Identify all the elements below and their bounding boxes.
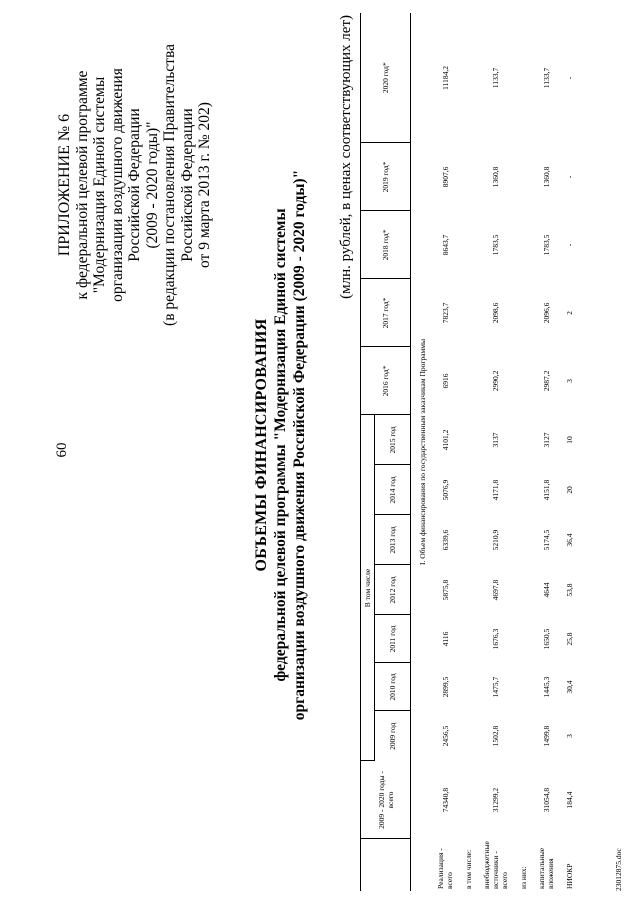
cell-value: 36,4 <box>564 533 574 547</box>
cell-value: 3 <box>564 734 574 738</box>
cell-value: 4116 <box>440 631 450 647</box>
cell-total: 74340,8 <box>440 787 450 813</box>
cell-value <box>512 711 534 761</box>
header-group: В том числе <box>361 415 375 761</box>
cell-value: 6339,6 <box>440 529 450 551</box>
cell-value: 8643,7 <box>440 234 450 256</box>
header-year: 2011 год <box>375 615 411 663</box>
cell-value: 1133,7 <box>491 67 500 89</box>
cell-value: 1650,5 <box>541 628 551 650</box>
heading-subtitle-line2: организации воздушного движения Российской Федерации (2009 - 2020 годы)" <box>291 169 308 721</box>
cell-value: 2 <box>564 311 574 315</box>
cell-value: - <box>564 243 574 247</box>
cell-value: 1360,8 <box>491 166 500 188</box>
cell-value <box>457 615 479 663</box>
financing-table <box>360 13 580 891</box>
cell-value <box>512 515 534 565</box>
header-year: 2013 год <box>375 515 411 565</box>
cell-value: 7823,7 <box>440 302 450 324</box>
header-year: 2017 год* <box>361 279 411 347</box>
cell-value <box>457 211 479 279</box>
cell-value: 1783,5 <box>491 234 500 256</box>
header-blank <box>361 839 411 891</box>
cell-value <box>512 465 534 515</box>
appendix-title: ПРИЛОЖЕНИЕ № 6 <box>56 113 73 257</box>
section-title: I. Объем финансирования по государственным заказчикам Программы <box>417 338 427 566</box>
cell-value: 4101,2 <box>440 429 450 451</box>
document-heading <box>252 115 309 775</box>
cell-value: 3137 <box>491 432 500 448</box>
appendix-line: от 9 марта 2013 г. № 202) <box>196 102 213 268</box>
cell-value: 10 <box>564 436 574 444</box>
header-year: 2015 год <box>375 415 411 465</box>
cell-value: 30,4 <box>564 680 574 694</box>
table-row <box>512 13 534 891</box>
appendix-line: Российской Федерации <box>178 108 196 262</box>
cell-value <box>512 663 534 711</box>
cell-value: 5875,8 <box>440 579 450 601</box>
cell-total <box>457 761 479 839</box>
cell-value: 1360,8 <box>541 166 551 188</box>
cell-value <box>457 279 479 347</box>
row-label: из них: <box>518 866 528 889</box>
header-year: 2020 год* <box>361 13 411 143</box>
header-year: 2014 год <box>375 465 411 515</box>
cell-value: 1676,3 <box>491 628 500 650</box>
header-year: 2019 год* <box>361 143 411 211</box>
cell-value: 20 <box>564 486 574 494</box>
header-year: 2012 год <box>375 565 411 615</box>
cell-total: 31299,2 <box>491 787 500 813</box>
cell-value <box>457 711 479 761</box>
cell-value <box>512 415 534 465</box>
cell-total: 184,4 <box>564 791 574 809</box>
cell-value: 53,8 <box>564 583 574 597</box>
header-year: 2018 год* <box>361 211 411 279</box>
appendix-line: (в редакции постановления Правительства <box>161 44 178 326</box>
cell-value: 4151,8 <box>541 479 551 501</box>
page-number: 60 <box>54 442 70 458</box>
table-row <box>479 13 512 891</box>
cell-value: 2098,6 <box>491 302 500 324</box>
cell-value: 3127 <box>541 432 551 448</box>
cell-value: 25,8 <box>564 632 574 646</box>
row-label: Реализация - всего <box>436 848 454 889</box>
header-year: 2010 год <box>375 663 411 711</box>
cell-value: 1445,3 <box>541 676 551 698</box>
cell-total <box>512 761 534 839</box>
row-label: внебюджетные источники - всего <box>482 841 509 889</box>
table-row <box>558 13 580 891</box>
table-row <box>433 13 457 891</box>
cell-value: 2990,2 <box>491 370 500 392</box>
cell-value: 5174,5 <box>541 529 551 551</box>
cell-total: 31054,8 <box>541 787 551 813</box>
table-row <box>534 13 558 891</box>
cell-value: - <box>564 76 574 80</box>
cell-value <box>457 347 479 415</box>
cell-value: - <box>564 175 574 179</box>
cell-value <box>512 13 534 143</box>
cell-value: 5076,9 <box>440 479 450 501</box>
heading-title: ОБЪЕМЫ ФИНАНСИРОВАНИЯ <box>253 318 270 572</box>
header-year: 2016 год* <box>361 347 411 415</box>
cell-value <box>512 143 534 211</box>
header-year: 2009 год <box>375 711 411 761</box>
cell-value <box>457 143 479 211</box>
cell-value: 11184,2 <box>440 66 450 90</box>
cell-value: 2899,5 <box>440 676 450 698</box>
units-note: (млн. рублей, в ценах соответствующих лет) <box>338 15 354 299</box>
cell-value: 2096,6 <box>541 302 551 324</box>
cell-value <box>512 615 534 663</box>
cell-value <box>512 279 534 347</box>
appendix-line: к федеральной целевой программе <box>73 70 91 300</box>
row-label: НИОКР <box>564 863 574 889</box>
cell-value: 5210,9 <box>491 529 500 551</box>
cell-value <box>457 515 479 565</box>
table-row <box>457 13 479 891</box>
cell-value: 6916 <box>440 373 450 389</box>
appendix-line: организации воздушного движения <box>108 68 126 302</box>
appendix-block <box>56 25 214 345</box>
heading-subtitle-line1: федеральной целевой программы "Модернизация Единой системы <box>272 208 289 682</box>
cell-value: 3 <box>564 379 574 383</box>
footer-filename: 23012875.doc <box>614 848 623 891</box>
cell-value: 1133,7 <box>541 67 551 89</box>
cell-value <box>457 415 479 465</box>
cell-value: 1499,8 <box>541 725 551 747</box>
cell-value: 4171,8 <box>491 479 500 501</box>
cell-value <box>512 211 534 279</box>
cell-value: 1783,5 <box>541 234 551 256</box>
cell-value: 1475,7 <box>491 676 500 698</box>
cell-value <box>457 565 479 615</box>
appendix-line: "Модернизация Единой системы <box>91 76 108 294</box>
cell-value <box>457 663 479 711</box>
header-total: 2009 - 2020 годы - всего <box>361 761 411 839</box>
cell-value: 2456,5 <box>440 725 450 747</box>
cell-value: 4644 <box>541 582 551 598</box>
cell-value <box>457 13 479 143</box>
cell-value: 4697,8 <box>491 579 500 601</box>
cell-value <box>512 565 534 615</box>
row-label: капитальные вложения <box>537 847 555 889</box>
appendix-line: Российской Федерации <box>126 108 143 262</box>
cell-value <box>512 347 534 415</box>
cell-value: 2987,2 <box>541 370 551 392</box>
appendix-line: (2009 - 2020 годы)" <box>143 121 161 249</box>
cell-value: 1502,8 <box>491 725 500 747</box>
row-label: в том числе: <box>463 849 473 889</box>
cell-value <box>457 465 479 515</box>
cell-value: 8907,6 <box>440 166 450 188</box>
